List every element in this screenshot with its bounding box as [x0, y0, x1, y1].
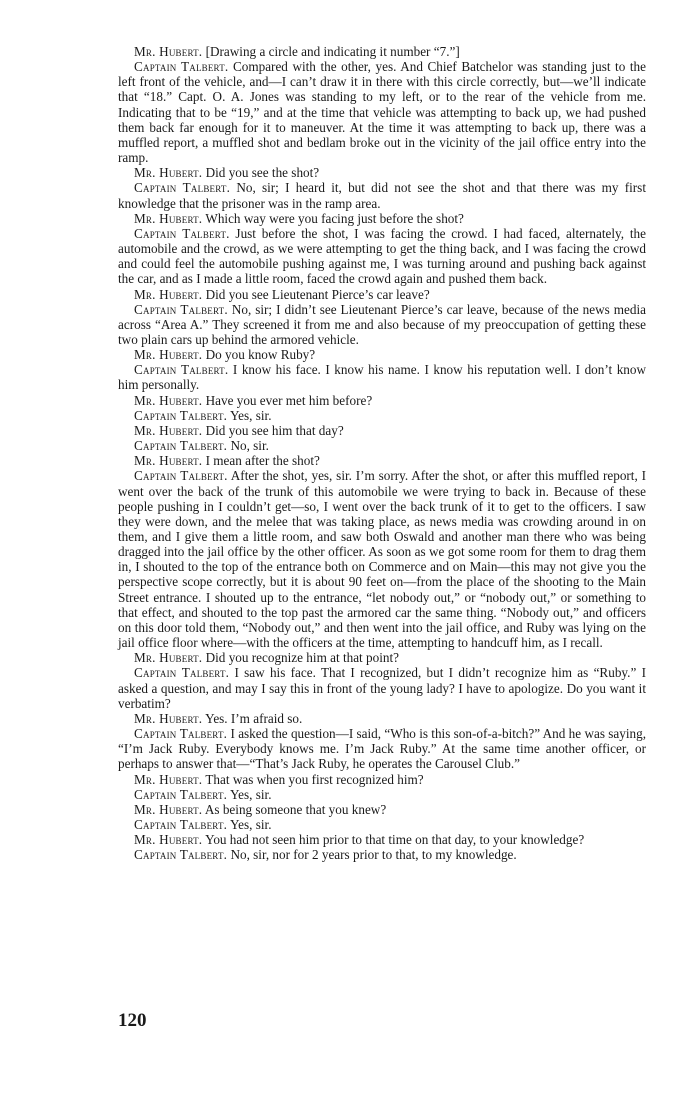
transcript-paragraph — [118, 453, 646, 468]
transcript-body — [118, 44, 646, 862]
transcript-paragraph — [118, 438, 646, 453]
paragraph-text: Compared with the other, yes. And Chief Batchelor was standing just to the left front of the vehicle, and—I can’t draw it in there with this circle correctly, but—we’ll indicate that “18.” Capt. O. A. Jones was standing to my left, or to the rear of the vehicle from me. Indicating that to be “19,” and at the time that vehicle was attempting to back up, we had pushed them back far enough for it to maneuver. At the time it was attempting to back up, there was a muffled report, a muffled shot and bedlam broke out in the vicinity of the jail office entry into the ramp. — [118, 59, 646, 166]
speaker-label: Captain Talbert. — [134, 665, 230, 681]
speaker-label: Captain Talbert. — [134, 726, 228, 742]
speaker-label: Captain Talbert. — [134, 816, 228, 832]
transcript-paragraph — [118, 787, 646, 802]
transcript-paragraph — [118, 408, 646, 423]
transcript-paragraph — [118, 847, 646, 862]
paragraph-text: As being someone that you knew? — [202, 801, 387, 817]
speaker-label: Captain Talbert. — [134, 362, 229, 378]
paragraph-text: Yes, sir. — [227, 407, 272, 423]
speaker-label: Captain Talbert. — [134, 225, 230, 241]
speaker-label: Captain Talbert. — [134, 180, 231, 196]
paragraph-text: Which way were you facing just before the shot? — [202, 210, 464, 226]
paragraph-text: I mean after the shot? — [202, 453, 320, 469]
transcript-paragraph — [118, 817, 646, 832]
speaker-label: Mr. Hubert. — [134, 44, 203, 59]
transcript-paragraph — [118, 665, 646, 710]
paragraph-text: No, sir; I heard it, but did not see the shot and that there was my first knowledge that the prisoner was in the ramp area. — [118, 180, 646, 211]
paragraph-text: Just before the shot, I was facing the crowd. I had faced, alternately, the automobile and the crowd, as we were attempting to get the thing back, and I was facing the crowd and could feel the automobile pushing against me, I was turning around and pushing back against the car, and as I made a little room, faced the crowd again and pushed them back. — [118, 225, 646, 287]
speaker-label: Captain Talbert. — [134, 468, 228, 484]
transcript-paragraph — [118, 59, 646, 165]
speaker-label: Mr. Hubert. — [134, 771, 203, 787]
paragraph-text: I asked the question—I said, “Who is this son-of-a-bitch?” And he was saying, “I’m Jack Ruby. Everybody knows me. I’m Jack Ruby.” At the same time another officer, or perhaps to answer that—“That’s Jack Ruby, he operates the Carousel Club.” — [118, 726, 646, 772]
transcript-paragraph — [118, 302, 646, 347]
transcript-paragraph — [118, 226, 646, 287]
paragraph-text: Did you see him that day? — [202, 422, 344, 438]
transcript-paragraph — [118, 650, 646, 665]
transcript-paragraph — [118, 423, 646, 438]
transcript-paragraph — [118, 180, 646, 210]
speaker-label: Captain Talbert. — [134, 407, 228, 423]
paragraph-text: You had not seen him prior to that time on that day, to your knowledge? — [202, 832, 585, 848]
transcript-paragraph — [118, 347, 646, 362]
speaker-label: Mr. Hubert. — [134, 710, 203, 726]
transcript-paragraph — [118, 802, 646, 817]
speaker-label: Mr. Hubert. — [134, 422, 203, 438]
paragraph-text: That was when you first recognized him? — [202, 771, 424, 787]
paragraph-text: Yes, sir. — [227, 816, 272, 832]
speaker-label: Mr. Hubert. — [134, 210, 203, 226]
transcript-paragraph — [118, 726, 646, 771]
transcript-paragraph — [118, 362, 646, 392]
speaker-label: Mr. Hubert. — [134, 832, 203, 848]
transcript-paragraph — [118, 772, 646, 787]
transcript-paragraph — [118, 832, 646, 847]
paragraph-text: No, sir. — [227, 438, 269, 454]
speaker-label: Mr. Hubert. — [134, 165, 203, 181]
paragraph-text: I know his face. I know his name. I know his reputation well. I don’t know him personally. — [118, 362, 646, 393]
speaker-label: Mr. Hubert. — [134, 347, 203, 363]
speaker-label: Mr. Hubert. — [134, 801, 203, 817]
speaker-label: Captain Talbert. — [134, 59, 229, 75]
speaker-label: Mr. Hubert. — [134, 453, 203, 469]
paragraph-text: Did you see Lieutenant Pierce’s car leave? — [202, 286, 430, 302]
transcript-paragraph — [118, 287, 646, 302]
transcript-paragraph — [118, 711, 646, 726]
paragraph-text: Did you see the shot? — [202, 165, 320, 181]
paragraph-text: [Drawing a circle and indicating it number “7.”] — [202, 44, 460, 59]
paragraph-text: No, sir; I didn’t see Lieutenant Pierce’s car leave, because of the news media across “Area A.” They screened it from me and also because of my preoccupation of getting these two plain cars up behind the armored vehicle. — [118, 301, 646, 347]
transcript-paragraph — [118, 468, 646, 650]
speaker-label: Captain Talbert. — [134, 786, 228, 802]
page-number: 120 — [118, 1010, 147, 1031]
paragraph-text: No, sir, nor for 2 years prior to that, to my knowledge. — [227, 847, 517, 863]
transcript-paragraph — [118, 165, 646, 180]
paragraph-text: I saw his face. That I recognized, but I didn’t recognize him as “Ruby.” I asked a question, and may I say this in front of the young lady? I have to apologize. Do you want it verbatim? — [118, 665, 646, 711]
paragraph-text: Yes, sir. — [227, 786, 272, 802]
speaker-label: Captain Talbert. — [134, 438, 228, 454]
speaker-label: Captain Talbert. — [134, 301, 228, 317]
transcript-paragraph — [118, 393, 646, 408]
paragraph-text: Did you recognize him at that point? — [202, 650, 399, 666]
transcript-paragraph — [118, 211, 646, 226]
paragraph-text: Have you ever met him before? — [202, 392, 373, 408]
paragraph-text: Do you know Ruby? — [202, 347, 316, 363]
speaker-label: Mr. Hubert. — [134, 392, 203, 408]
speaker-label: Mr. Hubert. — [134, 650, 203, 666]
transcript-paragraph — [118, 44, 646, 59]
paragraph-text: After the shot, yes, sir. I’m sorry. After the shot, or after this muffled report, I went over the back of the trunk of this automobile we were trying to back in. Because of these people pushing in I couldn’t get—so, I went over the back trunk of it to get to the officers. I saw they were down, and the melee that was taking place, as news media was crowding around in on them, and I give them a little room, and saw both Oswald and another man there who was being dragged into the jail office by the other officer. As soon as we got some room for them to drag them in, I shouted to the top of the entrance both on Commerce and on Main—this may not give you the perspective scope correctly, but it is about 90 feet on—from the place of the shooting to the Main Street entrance. I shouted up to the entrance, “let nobody out,” or “nobody out,” or something to that effect, and shouted to the top past the armored car the same thing. “Nobody out,” and officers on this door told them, “Nobody out,” and then went into the jail office, and Ruby was lying on the jail office floor where—with the officers at the time, attempting to handcuff him, as I recall. — [118, 468, 646, 651]
speaker-label: Mr. Hubert. — [134, 286, 203, 302]
paragraph-text: Yes. I’m afraid so. — [202, 710, 303, 726]
speaker-label: Captain Talbert. — [134, 847, 228, 863]
